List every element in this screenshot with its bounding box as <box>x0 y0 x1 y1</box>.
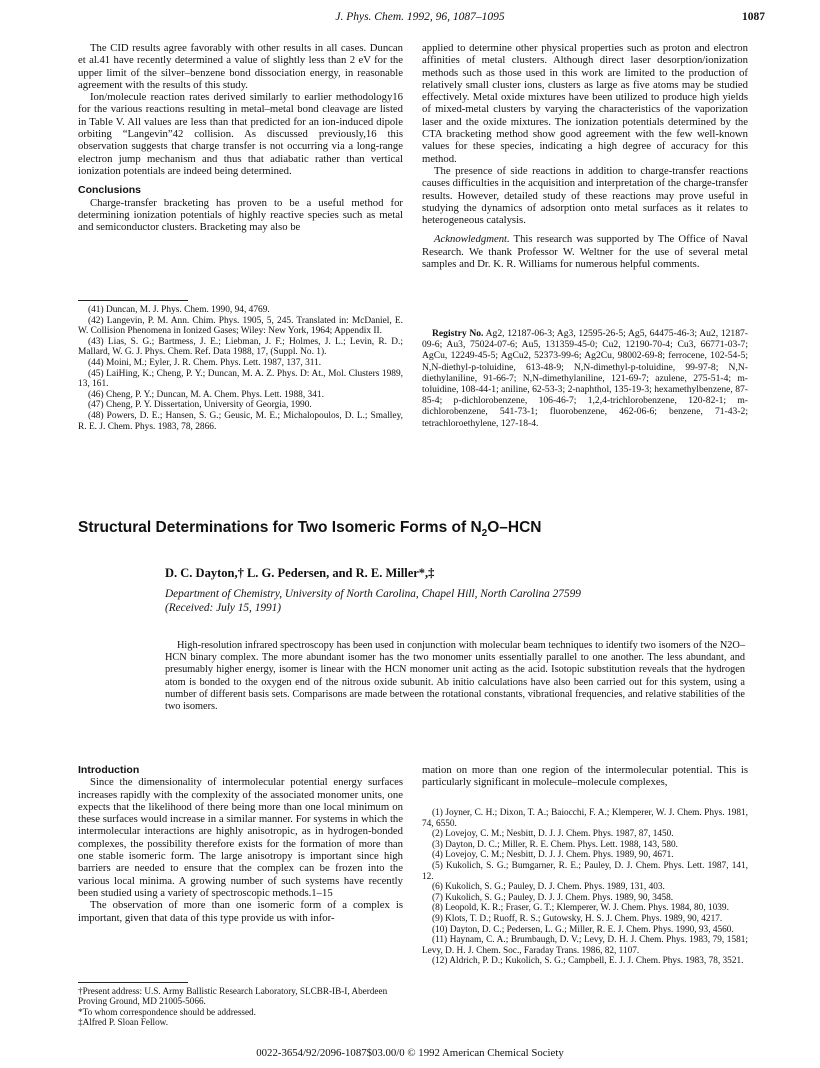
reference-item: (48) Powers, D. E.; Hansen, S. G.; Geusic, M. E.; Michalopoulos, D. L.; Smalley, R. E. J. Chem. Phys. 1983, 78, 2866. <box>78 410 403 432</box>
reference-item: (10) Dayton, D. C.; Pedersen, L. G.; Miller, R. E. J. Chem. Phys. 1990, 93, 4560. <box>432 924 734 935</box>
top-right-column <box>422 42 748 270</box>
reference-item: (44) Moini, M.; Eyler, J. R. Chem. Phys. Lett. 1987, 137, 311. <box>88 357 322 368</box>
paragraph: Since the dimensionality of intermolecular potential energy surfaces increases rapidly with the complexity of the associated monomer units, one expects that the likelihood of there being more than one local minimum on these surfaces would increase in a similar manner. For systems in which the intermolecular interactions are highly anisotropic, as in hydrogen-bonded complexes, the possibility therefore exists for the formation of more than one stable isomeric form. The large anisotropy is important since high barriers are needed to ensure that the complex can be frozen into the various local minima. A growing number of such systems have recently been studied using a variety of spectroscopic methods.1–15 <box>78 776 403 899</box>
footnote-item: *To whom correspondence should be addressed. <box>78 1006 256 1017</box>
affiliation-text: Department of Chemistry, University of North Carolina, Chapel Hill, North Carolina 27599 <box>165 588 581 600</box>
reference-item: (8) Leopold, K. R.; Fraser, G. T.; Klemperer, W. J. Chem. Phys. 1984, 80, 1039. <box>432 903 729 914</box>
top-left-column <box>78 42 403 233</box>
paragraph: mation on more than one region of the intermolecular potential. This is particularly significant in molecule–molecule complexes, <box>422 764 748 789</box>
intro-left-column <box>78 764 403 924</box>
footnote-rule <box>78 982 188 983</box>
paragraph: The observation of more than one isomeric form of a complex is important, given that data of this type provide us with infor- <box>78 899 403 924</box>
reference-item: (6) Kukolich, S. G.; Pauley, D. J. Chem. Phys. 1989, 131, 403. <box>432 882 665 893</box>
authors: D. C. Dayton,† L. G. Pedersen, and R. E. Miller*,‡ <box>165 566 435 580</box>
registry-text: Ag2, 12187-06-3; Ag3, 12595-26-5; Ag5, 64475-46-3; Au2, 12187-09-6; Au3, 75024-07-6; Au5, 131359-45-0; Cu2, 12190-70-4; Cu3, 66771-03-7; AgCu, 12249-45-5; AgCu2, 52373-99-6; Ag2Cu, 98002-69-8; ferrocene, 102-54-5; N,N-diethyl-p-toluidine, 613-48-9; N,N-dimethyl-p-toluidine, 99-97-8; N,N-diethylaniline, 91-66-7; N,N-dimethylaniline, 121-69-7; azulene, 275-51-4; m-toluidine, 108-44-1; aniline, 62-53-3; 2-naphthol, 135-19-3; hexamethylbenzene, 87-85-4; p-dichlorobenzene, 106-46-7; 1,2,4-trichlorobenzene, 120-82-1; m-dichlorobenzene, 541-73-1; fluorobenzene, 462-06-6; benzene, 71-43-2; tetrachloroethylene, 127-18-4. <box>422 328 748 429</box>
page-footer: 0022-3654/92/2096-1087$03.00/0 © 1992 American Chemical Society <box>256 1047 564 1059</box>
reference-item: (46) Cheng, P. Y.; Duncan, M. A. Chem. Phys. Lett. 1988, 341. <box>88 389 324 400</box>
ack-text: This research was supported by The Office of Naval Research. We thank Professor W. Weltner for the use of several metal samples and Dr. K. R. Williams for numerous helpful comments. <box>422 233 748 271</box>
reference-item: (45) LaiHing, K.; Cheng, P. Y.; Duncan, M. A. Z. Phys. D: At., Mol. Clusters 1989, 13, 161. <box>78 368 403 390</box>
reference-item: (7) Kukolich, S. G.; Pauley, D. J. J. Chem. Phys. 1989, 90, 3458. <box>432 892 674 903</box>
intro-right-column <box>422 764 748 789</box>
reference-item: (41) Duncan, M. J. Phys. Chem. 1990, 94, 4769. <box>88 305 270 315</box>
paragraph: The presence of side reactions in addition to charge-transfer reactions causes difficulties in the acquisition and interpretation of the charge-transfer results. However, detailed study of these reactions may prove useful in studying the dynamics of adsorption onto metal surfaces as it relates to heterogeneous catalysis. <box>422 164 748 227</box>
reference-item: (4) Lovejoy, C. M.; Nesbitt, D. J. J. Chem. Phys. 1989, 90, 4671. <box>432 850 674 861</box>
reference-item: (11) Haynam, C. A.; Brumbaugh, D. V.; Levy, D. H. J. Chem. Phys. 1983, 79, 1581; Levy, D. H. J. Chem. Soc., Faraday Trans. 1986, 82, 1107. <box>422 935 748 956</box>
paragraph: The CID results agree favorably with other results in all cases. Duncan et al.41 have recently determined a value of slightly less than 2 eV for the upper limit of the silver–benzene bond dissociation energy, in reasonable agreement with the results of this study. <box>78 42 403 91</box>
registry-numbers <box>422 328 748 429</box>
reference-item: (5) Kukolich, S. G.; Bumgarner, R. E.; Pauley, D. J. Chem. Phys. Lett. 1987, 141, 12. <box>422 860 748 882</box>
reference-item: (42) Langevin, P. M. Ann. Chim. Phys. 1905, 5, 245. Translated in: McDaniel, E. W. Collision Phenomena in Ionized Gases; Wiley: New York, 1964; Appendix II. <box>78 315 403 337</box>
footnote-rule <box>78 300 188 301</box>
affiliation <box>165 588 581 615</box>
reference-item: (3) Dayton, D. C.; Miller, R. E. Chem. Phys. Lett. 1988, 143, 580. <box>432 839 678 850</box>
section-heading-conclusions: Conclusions <box>78 184 142 197</box>
abstract-text: High-resolution infrared spectroscopy has been used in conjunction with molecular beam techniques to identify two isomers of the N2O–HCN binary complex. The more abundant isomer has the two monomer units essentially parallel to one another. The less abundant, and presumably higher energy, isomer is linear with the HCN monomer unit acting as the acid. Isotopic substitution reveals that the hydrogen atom is bonded to the oxygen end of the nitrous oxide subunit. Ab initio calculations have also been carried out for this system, using a number of different basis sets. Comparisons are made between the rotational constants, vibrational frequencies, and relative stabilities of the two isomers. <box>165 640 745 713</box>
ack-label: Acknowledgment. <box>434 233 510 246</box>
abstract <box>165 640 745 713</box>
reference-item: (9) Klots, T. D.; Ruoff, R. S.; Gutowsky, H. S. J. Chem. Phys. 1989, 90, 4217. <box>432 913 723 924</box>
reference-item: (1) Joyner, C. H.; Dixon, T. A.; Baiocchi, F. A.; Klemperer, W. J. Chem. Phys. 1981, 74, 6550. <box>422 808 748 829</box>
page-number: 1087 <box>742 11 765 23</box>
reference-item: (43) Lias, S. G.; Bartmess, J. E.; Liebman, J. F.; Holmes, J. L.; Levin, R. D.; Mallard, W. G. J. Phys. Chem. Ref. Data 1988, 17, (Suppl. No. 1). <box>78 336 403 358</box>
reference-list <box>78 305 403 432</box>
article-title: Structural Determinations for Two Isomeric Forms of $N_2O$–HCN <box>78 519 542 540</box>
section-heading-introduction: Introduction <box>78 764 140 776</box>
author-footnotes <box>78 986 403 1028</box>
paragraph: applied to determine other physical properties such as proton and electron affinities of metal clusters. Although direct laser desorption/ionization methods such as those used in this work are limited to the production of relatively small cluster ions, clusters as large as five atoms may be studied effectively. Metal oxide mixtures have been utilized to produce high yields of mixed-metal clusters by varying the characteristics of the vaporization laser and the oxide mixtures. The ionization potentials determined by the CTA bracketing method show good agreement with the few well-known values for these species, indicating a high degree of accuracy for this method. <box>422 42 748 165</box>
reference-list <box>422 808 748 967</box>
received-date: (Received: July 15, 1991) <box>165 601 282 614</box>
footnote-item: †Present address: U.S. Army Ballistic Research Laboratory, SLCBR-IB-I, Aberdeen Proving Ground, MD 21005-5066. <box>78 986 388 1007</box>
acknowledgment <box>422 233 748 270</box>
reference-item: (2) Lovejoy, C. M.; Nesbitt, D. J. J. Chem. Phys. 1987, 87, 1450. <box>432 829 674 840</box>
registry-label: Registry No. <box>432 328 484 339</box>
footnote-item: ‡Alfred P. Sloan Fellow. <box>78 1017 168 1028</box>
paragraph: Charge-transfer bracketing has proven to be a useful method for determining ionization potentials of highly reactive species such as metal and semiconductor clusters. Bracketing may also be <box>78 196 403 234</box>
paragraph: Ion/molecule reaction rates derived similarly to earlier methodology16 for the various reactions resulting in metal–metal bond cleavage are listed in Table V. All values are less than that predicted for an ion-induced dipole orbiting “Langevin”42 collision. As discussed previously,16 this observation suggests that charge transfer is not occurring via a long-range electron jump mechanism and thus that adiabatic rather than vertical ionization potentials are indeed being determined. <box>78 91 403 177</box>
running-header: J. Phys. Chem. 1992, 96, 1087–1095 <box>335 11 505 23</box>
reference-item: (12) Aldrich, P. D.; Kukolich, S. G.; Campbell, E. J. J. Chem. Phys. 1983, 78, 3521. <box>432 956 744 967</box>
reference-item: (47) Cheng, P. Y. Dissertation, University of Georgia, 1990. <box>88 400 312 411</box>
